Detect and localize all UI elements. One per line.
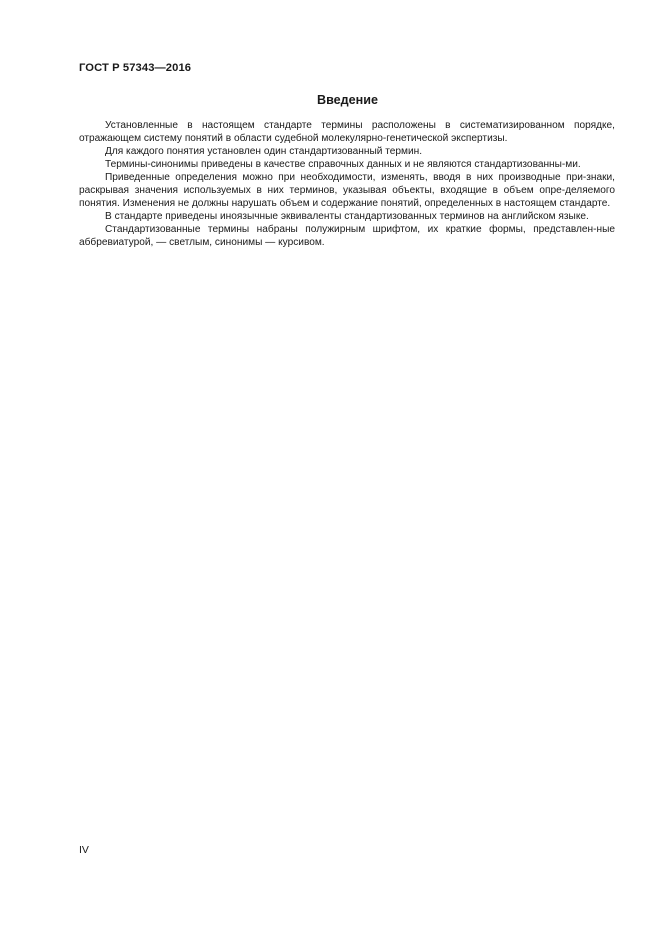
paragraph-3: Термины-синонимы приведены в качестве справочных данных и не являются стандартизованны-ми. [105,158,581,170]
paragraph-5: В стандарте приведены иноязычные эквиваленты стандартизованных терминов на английском языке. [105,210,589,222]
paragraph-2: Для каждого понятия установлен один стандартизованный термин. [105,145,423,157]
page-number: IV [79,844,89,856]
paragraph-6: Стандартизованные термины набраны полужирным шрифтом, их краткие формы, представлен-ные аббревиатурой, — светлым, синонимы — курсивом. [79,223,615,248]
paragraph-4: Приведенные определения можно при необходимости, изменять, вводя в них производные при-знаки, раскрывая значения используемых в них терминов, указывая объекты, входящие в объем опре-деляемого понятия. Изменения не должны нарушать объем и содержание понятий, определенных в настоящем стандарте. [79,171,615,209]
paragraph-1: Установленные в настоящем стандарте термины расположены в систематизированном порядке, отражающем систему понятий в области судебной молекулярно-генетической экспертизы. [79,120,615,144]
section-title: Введение [316,93,379,107]
introduction-body [79,120,615,250]
document-code-header: ГОСТ Р 57343—2016 [79,62,192,74]
